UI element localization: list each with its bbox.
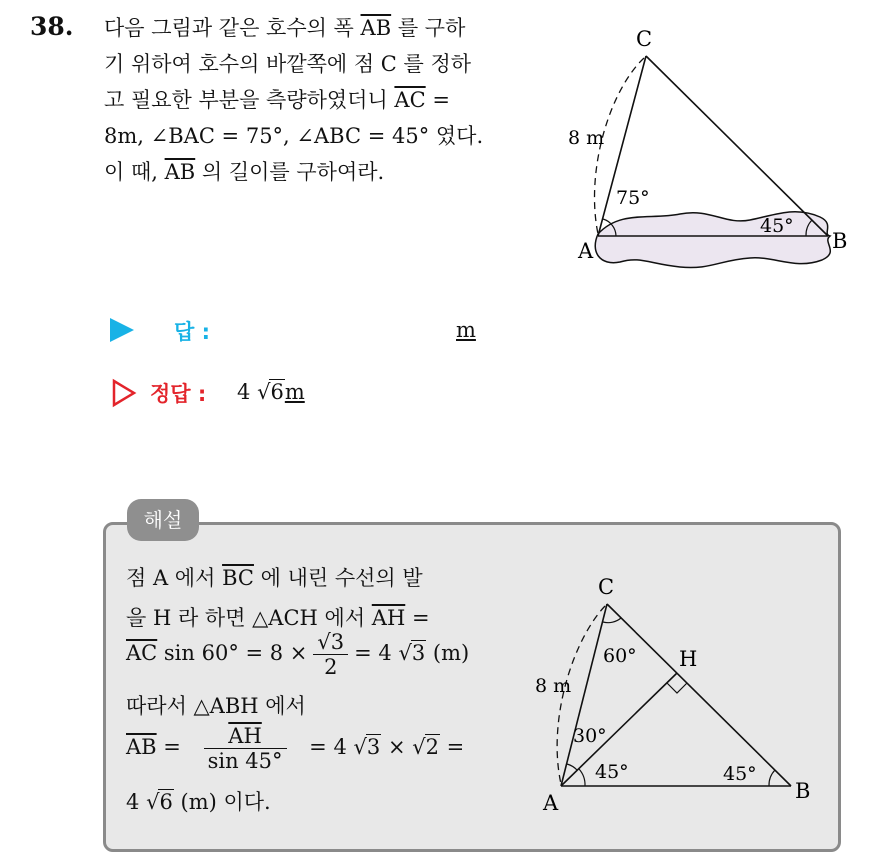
question-text xyxy=(104,10,544,190)
sqrt-symbol: √3 xyxy=(353,735,381,759)
lake-figure xyxy=(560,20,870,280)
answer-label: 답 : xyxy=(174,320,210,344)
label-c: C xyxy=(598,575,615,599)
fraction-sqrt3-over-2: $\frac{√3}{2}$ xyxy=(313,630,348,679)
angle-arc-a1 xyxy=(567,764,577,770)
side-bc xyxy=(607,604,791,786)
correct-unit: m xyxy=(284,380,305,404)
sqrt-symbol: √6 xyxy=(257,380,284,404)
explanation-line-4: 따라서 △ABH 에서 xyxy=(126,694,306,718)
answer-play-icon xyxy=(110,318,134,342)
side-length-label: 8 m xyxy=(535,675,572,697)
sqrt-symbol: √6 xyxy=(146,790,173,814)
angle-arc-c xyxy=(603,618,621,623)
angle-label-a1: 30° xyxy=(573,725,607,747)
segment-ac: $\overline{AC}$ xyxy=(126,641,158,665)
explanation-tag: 해설 xyxy=(127,499,199,541)
side-bc xyxy=(646,56,828,236)
angle-label-b: 45° xyxy=(723,763,757,785)
explanation-line-3: $\overline{AC}$ sin 60° = 8 × $\frac{√3}{2}$ = 4 √3 (m) xyxy=(126,630,470,679)
sqrt-symbol: √2 xyxy=(412,735,439,759)
side-length-label: 8 m xyxy=(568,127,605,149)
label-c: C xyxy=(636,27,653,51)
label-b: B xyxy=(795,779,811,803)
sqrt-symbol: √3 xyxy=(398,641,426,665)
segment-bc: $\overline{BC}$ xyxy=(222,566,254,590)
question-line-1: 다음 그림과 같은 호수의 폭 $\overline{AB}$ 를 구하 xyxy=(104,16,466,40)
question-line-5: 이 때, $\overline{AB}$ 의 길이를 구하여라. xyxy=(104,160,385,184)
angle-label-a2: 45° xyxy=(595,761,629,783)
answer-unit: m xyxy=(456,318,476,342)
question-number: 38. xyxy=(30,12,74,41)
question-line-2: 기 위하여 호수의 바깥쪽에 점 C 를 정하 xyxy=(104,52,472,76)
right-angle-mark xyxy=(667,683,687,693)
label-h: H xyxy=(679,647,698,671)
angle-label-c: 60° xyxy=(603,645,637,667)
side-ac xyxy=(598,56,646,236)
segment-ab: $\overline{AB}$ xyxy=(360,16,392,40)
angle-arc-b xyxy=(769,770,775,786)
question-line-3: 고 필요한 부분을 측량하였더니 $\overline{AC}$ = xyxy=(104,88,450,112)
correct-label: 정답 : xyxy=(150,382,207,406)
angle-arc-a2 xyxy=(579,769,585,786)
explanation-line-1: 점 A 에서 $\overline{BC}$ 에 내린 수선의 발 xyxy=(126,566,423,590)
lake-shape xyxy=(595,212,830,268)
label-a: A xyxy=(543,791,559,815)
segment-ab: $\overline{AB}$ xyxy=(164,160,196,184)
angle-label-a: 75° xyxy=(616,187,650,209)
segment-ah: $\overline{AH}$ xyxy=(371,606,406,630)
explanation-line-5: $\overline{AB}$ = $\frac{\overline{AH}}{\sin 45^\circ}$ = 4 √3 × √2 = xyxy=(126,724,465,773)
fraction-ah-over-sin45: $\frac{\overline{AH}}{\sin 45^\circ}$ xyxy=(204,724,287,773)
explanation-line-2: 을 H 라 하면 △ACH 에서 $\overline{AH}$ = xyxy=(126,606,430,630)
label-a: A xyxy=(578,239,594,263)
explanation-figure xyxy=(525,570,825,820)
segment-ac: $\overline{AC}$ xyxy=(394,88,426,112)
explanation-line-6: 4 √6 (m) 이다. xyxy=(126,790,271,814)
angle-label-b: 45° xyxy=(760,215,794,237)
correct-triangle-icon xyxy=(111,378,137,408)
question-line-4: 8m, ∠BAC = 75°, ∠ABC = 45° 였다. xyxy=(104,124,484,148)
segment-ab: $\overline{AB}$ xyxy=(126,735,157,759)
correct-value: 4 √6m xyxy=(237,380,305,404)
label-b: B xyxy=(832,229,848,253)
